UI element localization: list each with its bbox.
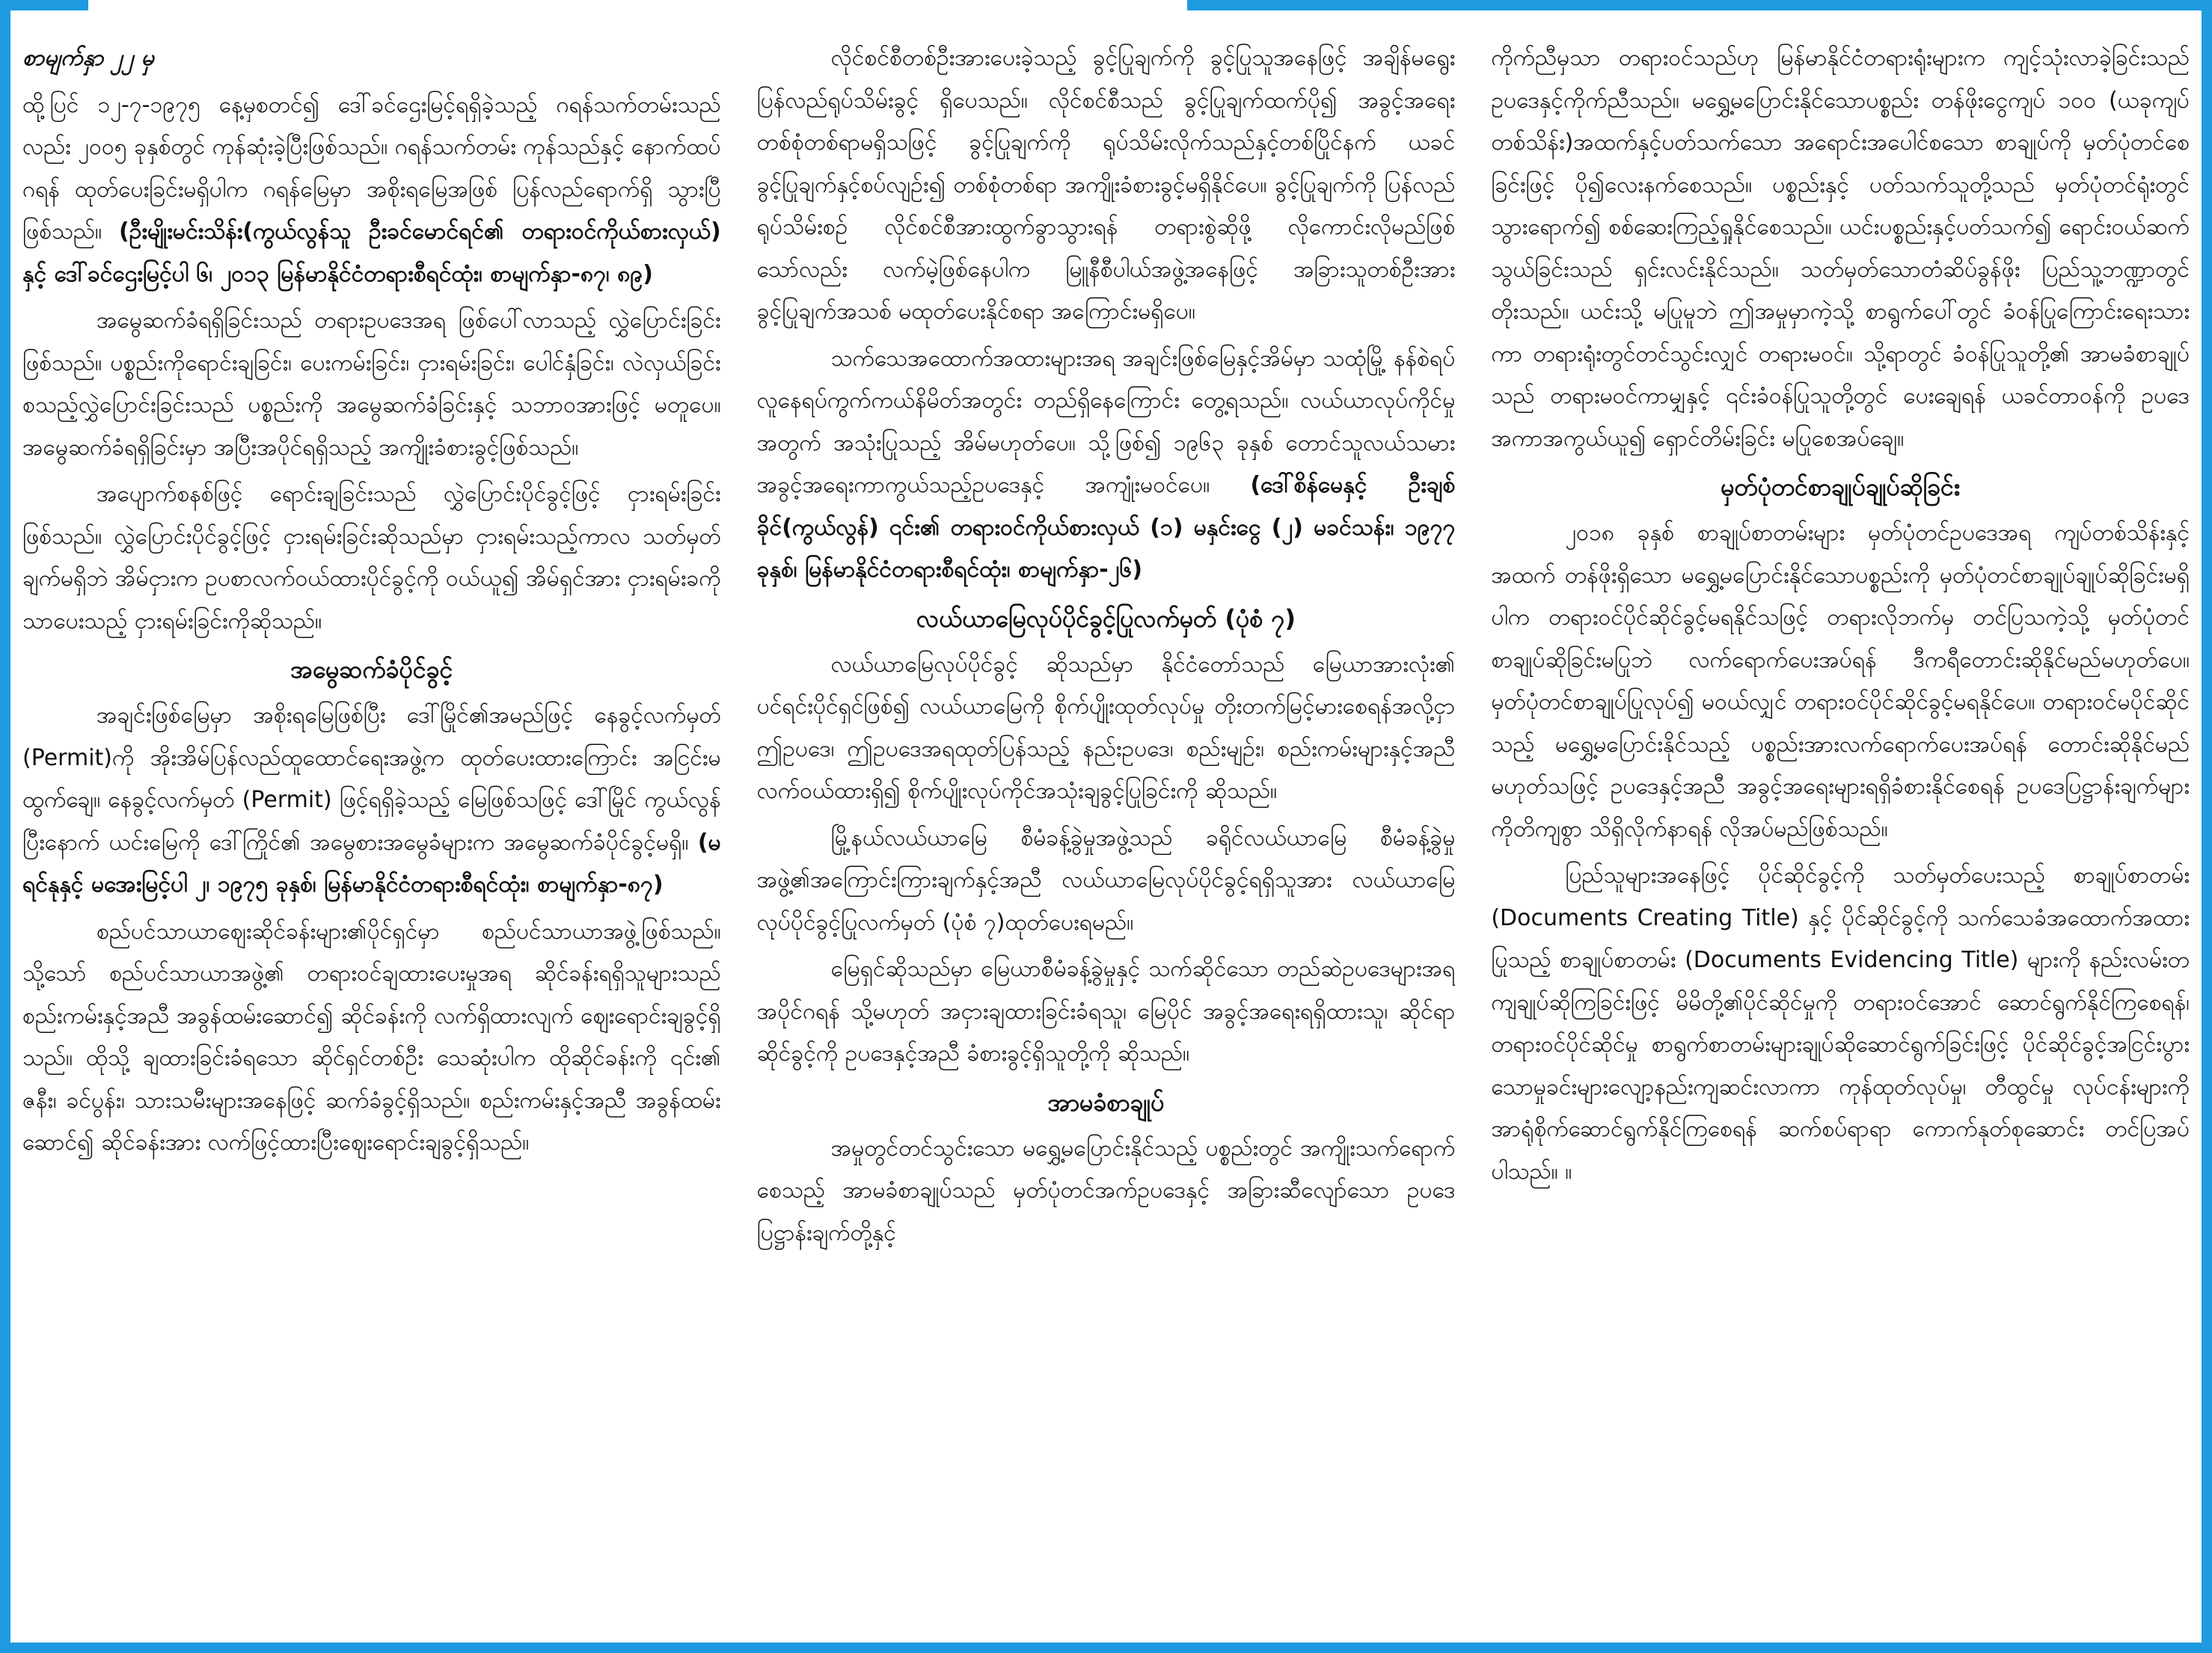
paragraph: လိုင်စင်စီတစ်ဦးအားပေးခဲ့သည့် ခွင့်ပြုချက်ကို ခွင့်ပြုသူအနေဖြင့် အချိန်မရွေး ပြန်လည်ရုပ်သိမ်းခွင့် ရှိပေသည်။ လိုင်စင်စီသည် ခွင့်ပြုချက်ထက်ပို၍ အခွင့်အရေးတစ်စုံတစ်ရာမရှိသဖြင့် ခွင့်ပြုချက်ကို ရုပ်သိမ်းလိုက်သည်နှင့်တစ်ပြိုင်နက် ယခင်ခွင့်ပြုချက်နှင့်စပ်လျဉ်း၍ တစ်စုံတစ်ရာ အကျိုးခံစားခွင့်မရှိနိုင်ပေ။ ခွင့်ပြုချက်ကို ပြန်လည်ရုပ်သိမ်းစဉ် လိုင်စင်စီအားထွက်ခွာသွားရန် တရားစွဲဆိုဖို့ လိုကောင်းလိုမည်ဖြစ်သော်လည်း လက်မဲ့ဖြစ်နေပါက မြူနီစီပါယ်အဖွဲ့အနေဖြင့် အခြားသူတစ်ဦးအား ခွင့်ပြုချက်အသစ် မထုတ်ပေးနိုင်စရာ အကြောင်းမရှိပေ။ [756,45,1456,325]
paragraph [22,85,721,296]
continued-from-label: စာမျက်နှာ ၂၂ မှ [22,45,154,71]
page-border-corner-right [1187,0,2212,22]
paragraph: အမှုတွင်တင်သွင်းသော မရွှေ့မပြောင်းနိုင်သည့် ပစ္စည်းတွင် အကျိုးသက်ရောက်စေသည့် အာမခံစာချုပ်သည် မှတ်ပုံတင်အက်ဥပဒေနှင့် အခြားဆီလျော်သော ဥပဒေပြဋ္ဌာန်းချက်တို့နှင့် [756,1135,1456,1246]
paragraph: အပျောက်စနစ်ဖြင့် ရောင်းချခြင်းသည် လွှဲပြောင်းပိုင်ခွင့်ဖြင့် ငှားရမ်းခြင်း ဖြစ်သည်။ လွှဲပြောင်းပိုင်ခွင့်ဖြင့် ငှားရမ်းခြင်းဆိုသည်မှာ ငှားရမ်းသည့်ကာလ သတ်မှတ်ချက်မရှိဘဲ အိမ်ငှားက ဥပစာလက်ဝယ်ထားပိုင်ခွင့်ကို ဝယ်ယူ၍ အိမ်ရှင်အား ငှားရမ်းခကိုသာပေးသည့် ငှားရမ်းခြင်းကိုဆိုသည်။ [22,481,721,634]
case-citation: (ဦးမျိုးမင်းသိန်း(ကွယ်လွန်သူ ဦးခင်မောင်ရင်၏ တရားဝင်ကိုယ်စားလှယ်) နှင့် ဒေါ်ခင်ဌေးမြင့်ပါ ၆၊ ၂၀၁၃ မြန်မာနိုင်ငံတရားစီရင်ထုံး၊ စာမျက်နှာ-၈၇၊ ၈၉) [22,218,721,287]
page-border-corner-left [0,0,88,22]
paragraph: စည်ပင်သာယာဈေးဆိုင်ခန်းများ၏ပိုင်ရှင်မှာ စည်ပင်သာယာအဖွဲ့ဖြစ်သည်။ သို့သော် စည်ပင်သာယာအဖွဲ့၏ တရားဝင်ချထားပေးမှုအရ ဆိုင်ခန်းရရှိသူများသည် စည်းကမ်းနှင့်အညီ အခွန်ထမ်းဆောင်၍ ဆိုင်ခန်းကို လက်ရှိထားလျက် ဈေးရောင်းချခွင့်ရှိသည်။ ထိုသို့ ချထားခြင်းခံရသော ဆိုင်ရှင်တစ်ဦး သေဆုံးပါက ထိုဆိုင်ခန်းကို ၎င်း၏ ဇနီး၊ ခင်ပွန်း၊ သားသမီးများအနေဖြင့် ဆက်ခံခွင့်ရှိသည်။ စည်းကမ်းနှင့်အညီ အခွန်ထမ်းဆောင်၍ ဆိုင်ခန်းအား လက်ဖြင့်ထားပြီးဈေးရောင်းချခွင့်ရှိသည်။ [22,918,721,1156]
section-heading: လယ်ယာမြေလုပ်ပိုင်ခွင့်ပြုလက်မှတ် (ပုံစံ ၇) [916,604,1296,633]
paragraph: မြေရှင်ဆိုသည်မှာ မြေယာစီမံခန့်ခွဲမှုနှင့် သက်ဆိုင်သော တည်ဆဲဥပဒေများအရ အပိုင်ဂရန် သို့မဟုတ် အငှားချထားခြင်းခံရသူ၊ မြေပိုင် အခွင့်အရေးရရှိထားသူ၊ ဆိုင်ရာဆိုင်ခွင့်ကို ဥပဒေနှင့်အညီ ခံစားခွင့်ရှိသူတို့ကို ဆိုသည်။ [756,956,1456,1067]
article-column-3 [1491,37,2190,1638]
article-column-1 [22,37,721,1638]
paragraph-text: ထို့ပြင် ၁၂-၇-၁၉၇၅ နေ့မှစတင်၍ ဒေါ်ခင်ဌေးမြင့်ရရှိခဲ့သည့် ဂရန်သက်တမ်းသည်လည်း ၂၀၀၅ ခုနှစ်တွင် ကုန်ဆုံးခဲ့ပြီးဖြစ်သည်။ ဂရန်သက်တမ်း ကုန်သည်နှင့် နောက်ထပ်ဂရန် ထုတ်ပေးခြင်းမရှိပါက ဂရန်မြေမှာ အစိုးရမြေအဖြစ် ပြန်လည်ရောက်ရှိ သွားပြီဖြစ်သည်။ [22,91,721,245]
paragraph: ကိုက်ညီမှသာ တရားဝင်သည်ဟု မြန်မာနိုင်ငံတရားရုံးများက ကျင့်သုံးလာခဲ့ခြင်းသည် ဥပဒေနှင့်ကိုက်ညီသည်။ မရွှေ့မပြောင်းနိုင်သောပစ္စည်း တန်ဖိုးငွေကျပ် ၁၀၀ (ယခုကျပ်တစ်သိန်း)အထက်နှင့်ပတ်သက်သော အရောင်းအပေါင်စသော စာချုပ်ကို မှတ်ပုံတင်စေခြင်းဖြင့် ပို၍လေးနက်စေသည်။ ပစ္စည်းနှင့် ပတ်သက်သူတို့သည် မှတ်ပုံတင်ရုံးတွင် သွားရောက်၍ စစ်ဆေးကြည့်ရှုနိုင်စေသည်။ ယင်းပစ္စည်းနှင့်ပတ်သက်၍ ရောင်းဝယ်ဆက်သွယ်ခြင်းသည် ရှင်းလင်းနိုင်သည်။ သတ်မှတ်သောတံဆိပ်ခွန်ဖိုး ပြည်သူ့ဘဏ္ဍာတွင် တိုးသည်။ ယင်းသို့ မပြုမူဘဲ ဤအမှုမှာကဲ့သို့ စာရွက်ပေါ်တွင် ခံဝန်ပြုကြောင်းရေးသားကာ တရားရုံးတွင်တင်သွင်းလျှင် တရားမဝင်။ သို့ရာတွင် ခံဝန်ပြုသူတို့၏ အာမခံစာချုပ်သည် တရားမဝင်ကာမျှနှင့် ၎င်းခံဝန်ပြုသူတို့တွင် ပေးချေရန် ယခင်တာဝန်ကို ဥပဒေအကာအကွယ်ယူ၍ ရှောင်တိမ်းခြင်း မပြုစေအပ်ချေ။ [1491,45,2190,452]
paragraph [757,338,1456,592]
section-heading: အာမခံစာချုပ် [1047,1088,1165,1117]
paragraph-text: သက်သေအထောက်အထားများအရ အချင်းဖြစ်မြေနှင့်အိမ်မှာ သထုံမြို့ နန်စဲရပ် လူနေရပ်ကွက်ကယ်နိမိတ်အတွင်း တည်ရှိနေကြောင်း တွေ့ရသည်။ လယ်ယာလုပ်ကိုင်မှုအတွက် အသုံးပြုသည့် အိမ်မဟုတ်ပေ။ သို့ဖြစ်၍ ၁၉၆၃ ခုနှစ် တောင်သူလယ်သမားအခွင့်အရေးကာကွယ်သည့်ဥပဒေနှင့် အကျုံးမဝင်ပေ။ [756,345,1456,498]
article-column-2 [757,37,1456,1638]
paragraph: ၂၀၁၈ ခုနှစ် စာချုပ်စာတမ်းများ မှတ်ပုံတင်ဥပဒေအရ ကျပ်တစ်သိန်းနှင့်အထက် တန်ဖိုးရှိသော မရွှေ့မပြောင်းနိုင်သောပစ္စည်းကို မှတ်ပုံတင်စာချုပ်ချုပ်ဆိုခြင်းမရှိပါက တရားဝင်ပိုင်ဆိုင်ခွင့်မရနိုင်သဖြင့် တရားလိုဘက်မှ တင်ပြသကဲ့သို့ မှတ်ပုံတင်စာချုပ်ဆိုခြင်းမပြုဘဲ လက်ရောက်ပေးအပ်ရန် ဒီကရီတောင်းဆိုနိုင်မည်မဟုတ်ပေ။ မှတ်ပုံတင်စာချုပ်ပြုလုပ်၍ မဝယ်လျှင် တရားဝင်ပိုင်ဆိုင်ခွင့်မရနိုင်ပေ။ တရားဝင်မပိုင်ဆိုင်သည့် မရွှေ့မပြောင်းနိုင်သည့် ပစ္စည်းအားလက်ရောက်ပေးအပ်ရန် တောင်းဆိုနိုင်မည်မဟုတ်သဖြင့် ဥပဒေနှင့်အညီ အခွင့်အရေးများရရှိခံစားနိုင်စေရန် ဥပဒေပြဋ္ဌာန်းချက်များကိုတိကျစွာ သိရှိလိုက်နာရန် လိုအပ်မည်ဖြစ်သည်။ [1491,520,2190,842]
article-page [22,37,2190,1638]
section-heading: အမွေဆက်ခံပိုင်ခွင့် [290,655,453,684]
section-heading: မှတ်ပုံတင်စာချုပ်ချုပ်ဆိုခြင်း [1721,473,1961,501]
paragraph-text: အချင်းဖြစ်မြေမှာ အစိုးရမြေဖြစ်ပြီး ဒေါ်မြိုင်၏အမည်ဖြင့် နေခွင့်လက်မှတ် (Permit)ကို အိုးအိမ်ပြန်လည်ထူထောင်ရေးအဖွဲ့က ထုတ်ပေးထားကြောင်း အငြင်းမထွက်ချေ။ နေခွင့်လက်မှတ် (Permit) ဖြင့်ရရှိခဲ့သည့် မြေဖြစ်သဖြင့် ဒေါ်မြိုင် ကွယ်လွန်ပြီးနောက် ယင်းမြေကို ဒေါ်ကြိုင်၏ အမွေစားအမွေခံများက အမွေဆက်ခံပိုင်ခွင့်မရှိ။ [22,702,721,856]
paragraph: လယ်ယာမြေလုပ်ပိုင်ခွင့် ဆိုသည်မှာ နိုင်ငံတော်သည် မြေယာအားလုံး၏ ပင်ရင်းပိုင်ရှင်ဖြစ်၍ လယ်ယာမြေကို စိုက်ပျိုးထုတ်လုပ်မှု တိုးတက်မြင့်မားစေရန်အလို့ငှာ ဤဥပဒေ၊ ဤဥပဒေအရထုတ်ပြန်သည့် နည်းဥပဒေ၊ စည်းမျဉ်း၊ စည်းကမ်းများနှင့်အညီ လက်ဝယ်ထားရှိ၍ စိုက်ပျိုးလုပ်ကိုင်အသုံးချခွင့်ပြုခြင်းကို ဆိုသည်။ [756,651,1456,804]
paragraph [22,695,721,907]
paragraph: အမွေဆက်ခံရရှိခြင်းသည် တရားဥပဒေအရ ဖြစ်ပေါ်လာသည့် လွှဲပြောင်းခြင်းဖြစ်သည်။ ပစ္စည်းကိုရောင်းချခြင်း၊ ပေးကမ်းခြင်း၊ ငှားရမ်းခြင်း၊ ပေါင်နှံခြင်း၊ လဲလှယ်ခြင်း စသည့်လွှဲပြောင်းခြင်းသည် ပစ္စည်းကို အမွေဆက်ခံခြင်းနှင့် သဘာဝအားဖြင့် မတူပေ။ အမွေဆက်ခံရရှိခြင်းမှာ အပြီးအပိုင်ရရှိသည့် အကျိုးခံစားခွင့်ဖြစ်သည်။ [22,307,721,461]
end-mark: ။ [1565,1158,1572,1185]
case-citation: (မရင်နုနှင့် မအေးမြင့်ပါ ၂၊ ၁၉၇၅ ခုနှစ်၊ မြန်မာနိုင်ငံတရားစီရင်ထုံး၊ စာမျက်နှာ-၈၇) [22,829,721,898]
paragraph-text: ပြည်သူများအနေဖြင့် ပိုင်ဆိုင်ခွင့်ကို သတ်မှတ်ပေးသည့် စာချုပ်စာတမ်း (Documents Creating Title) နှင့် ပိုင်ဆိုင်ခွင့်ကို သက်သေခံအထောက်အထားပြုသည့် စာချုပ်စာတမ်း (Documents Evidencing Title) များကို နည်းလမ်းတကျချုပ်ဆိုကြခြင်းဖြင့် မိမိတို့၏ပိုင်ဆိုင်မှုကို တရားဝင်အောင် ဆောင်ရွက်နိုင်ကြစေရန်၊ တရားဝင်ပိုင်ဆိုင်မှု စာရွက်စာတမ်းများချုပ်ဆိုဆောင်ရွက်ခြင်းဖြင့် ပိုင်ဆိုင်ခွင့်အငြင်းပွားသောမှုခင်းများလျော့နည်းကျဆင်းလာကာ ကုန်ထုတ်လုပ်မှု၊ တီထွင်မှု လုပ်ငန်းများကို အာရုံစိုက်ဆောင်ရွက်နိုင်ကြစေရန် ဆက်စပ်ရာရာ ကောက်နုတ်စုဆောင်း တင်ပြအပ်ပါသည်။ [1491,862,2190,1185]
paragraph [1491,855,2190,1193]
case-citation: (ဒေါ်စိန်မေနှင့် ဦးချစ်ခိုင်(ကွယ်လွန်) ၎င်း၏ တရားဝင်ကိုယ်စားလှယ် (၁) မနှင်းငွေ (၂) မခင်သန်း၊ ၁၉၇၇ ခုနှစ်၊ မြန်မာနိုင်ငံတရားစီရင်ထုံး၊ စာမျက်နှာ-၂၆) [756,472,1456,583]
paragraph: မြို့နယ်လယ်ယာမြေ စီမံခန့်ခွဲမှုအဖွဲ့သည် ခရိုင်လယ်ယာမြေ စီမံခန့်ခွဲမှုအဖွဲ့၏အကြောင်းကြားချက်နှင့်အညီ လယ်ယာမြေလုပ်ပိုင်ခွင့်ရရှိသူအား လယ်ယာမြေလုပ်ပိုင်ခွင့်ပြုလက်မှတ် (ပုံစံ ၇)ထုတ်ပေးရမည်။ [756,824,1456,936]
